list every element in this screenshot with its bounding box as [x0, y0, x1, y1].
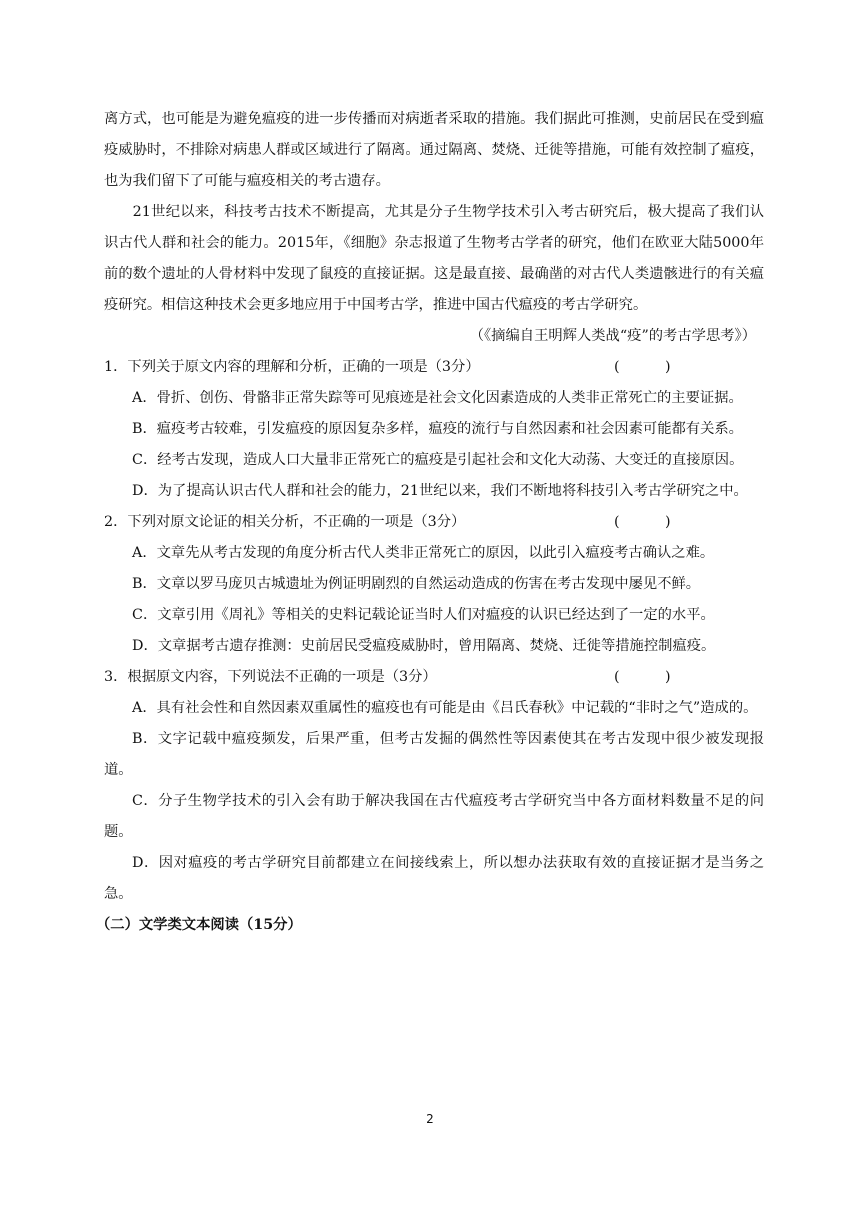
question-1-option-d[interactable]: D．为了提高认识古代人群和社会的能力，21世纪以来，我们不断地将科技引入考古学研究之中。 — [132, 483, 748, 499]
question-2-option-a[interactable]: A．文章先从考古发现的角度分析古代人类非正常死亡的原因，以此引入瘟疫考古确认之难。 — [132, 545, 715, 561]
question-3-option-d[interactable]: D．因对瘟疫的考古学研究目前都建立在间接线索上，所以想办法获取有效的直接证据才是当务之急。 — [104, 855, 764, 902]
question-1-stem-line — [104, 352, 764, 383]
question-3-option-b[interactable]: B．文字记载中瘟疫频发，后果严重，但考古发掘的偶然性等因素使其在考古发现中很少被发现报道。 — [104, 731, 764, 778]
question-3-stem: 3．根据原文内容，下列说法不正确的一项是（3分） — [104, 669, 437, 685]
question-2-option-c[interactable]: C．文章引用《周礼》等相关的史料记载论证当时人们对瘟疫的认识已经达到了一定的水平。 — [132, 607, 715, 623]
question-1-option-b[interactable]: B．瘟疫考古较难，引发瘟疫的原因复杂多样，瘟疫的流行与自然因素和社会因素可能都有关系。 — [132, 421, 743, 437]
page-content — [96, 104, 764, 941]
page-number: 2 — [426, 1112, 434, 1126]
question-3-option-a[interactable]: A．具有社会性和自然因素双重属性的瘟疫也有可能是由《吕氏春秋》中记载的“非时之气”造成的。 — [132, 700, 758, 716]
question-3-option-c[interactable]: C．分子生物学技术的引入会有助于解决我国在古代瘟疫考古学研究当中各方面材料数量不足的问题。 — [104, 793, 764, 840]
question-2-option-b[interactable]: B．文章以罗马庞贝古城遗址为例证明剧烈的自然运动造成的伤害在考古发现中屡见不鲜。 — [132, 576, 701, 592]
question-2 — [104, 507, 764, 662]
question-1-answer-blank[interactable]: ( ) — [614, 359, 671, 375]
question-2-stem: 2．下列对原文论证的相关分析，不正确的一项是（3分） — [104, 514, 466, 530]
question-1 — [104, 352, 764, 507]
question-2-option-d[interactable]: D．文章据考古遗存推测：史前居民受瘟疫威胁时，曾用隔离、焚烧、迁徙等措施控制瘟疫。 — [132, 638, 716, 654]
passage-source: （《摘编自王明辉人类战“疫”的考古学思考》） — [469, 328, 756, 344]
question-1-stem: 1．下列关于原文内容的理解和分析，正确的一项是（3分） — [104, 359, 480, 375]
question-3-answer-blank[interactable]: ( ) — [614, 669, 671, 685]
passage-paragraph-2: 21世纪以来，科技考古技术不断提高，尤其是分子生物学技术引入考古研究后，极大提高了我们认识古代人群和社会的能力。2015年，《细胞》杂志报道了生物考古学者的研究，他们在欧亚大陆5000年前的数个遗址的人骨材料中发现了鼠疫的直接证据。这是最直接、最确凿的对古代人类遗骸进行的有关瘟疫研究。相信这种技术会更多地应用于中国考古学，推进中国古代瘟疫的考古学研究。 — [104, 204, 764, 313]
question-3 — [104, 662, 764, 910]
question-1-option-a[interactable]: A．骨折、创伤、骨骼非正常失踪等可见痕迹是社会文化因素造成的人类非正常死亡的主要证据。 — [132, 390, 743, 406]
question-2-answer-blank[interactable]: ( ) — [614, 514, 671, 530]
question-3-stem-line — [104, 662, 764, 693]
question-1-option-c[interactable]: C．经考古发现，造成人口大量非正常死亡的瘟疫是引起社会和文化大动荡、大变迁的直接原因。 — [132, 452, 744, 468]
section-heading: （二）文学类文本阅读（15分） — [96, 917, 302, 933]
passage-paragraph-1: 离方式，也可能是为避免瘟疫的进一步传播而对病逝者采取的措施。我们据此可推测，史前居民在受到瘟疫威胁时，不排除对病患人群或区域进行了隔离。通过隔离、焚烧、迁徙等措施，可能有效控制了瘟疫，也为我们留下了可能与瘟疫相关的考古遗存。 — [104, 111, 764, 189]
question-2-stem-line — [104, 507, 764, 538]
